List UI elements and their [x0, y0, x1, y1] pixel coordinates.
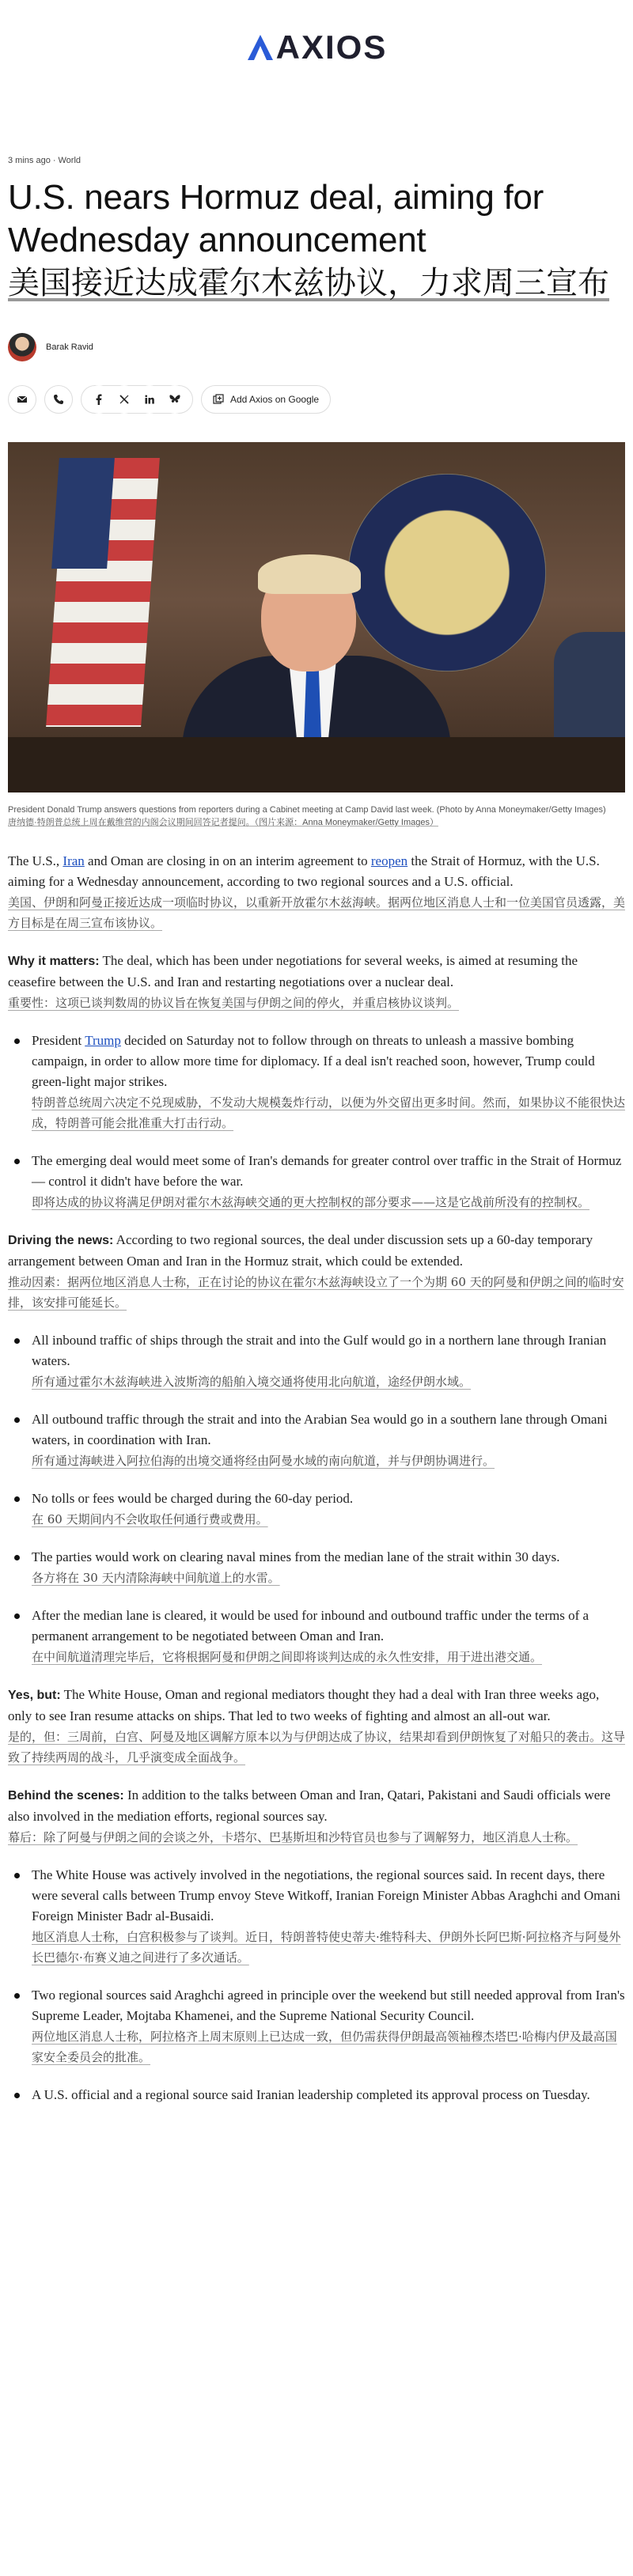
speaker-hair [258, 554, 361, 594]
x-icon [119, 395, 129, 404]
intro-paragraph [8, 851, 625, 933]
headline-translation: 美国接近达成霍尔木兹协议，力求周三宣布 [8, 265, 609, 301]
why-text: The deal, which has been under negotiations for several weeks, is aimed at resuming the ceasefire between the U.S. and Iran and restarting negotiations over a nuclear deal. [8, 953, 578, 989]
axios-logo[interactable] [246, 28, 388, 66]
x-share-button[interactable] [112, 385, 137, 414]
social-share-group [81, 385, 193, 414]
bullet-text: The parties would work on clearing naval mines from the median lane of the strait within 30 days. [32, 1549, 560, 1564]
driving-bullets [8, 1330, 625, 1667]
bluesky-share-button[interactable] [162, 385, 188, 414]
list-item [8, 1031, 625, 1133]
hero-image[interactable] [8, 442, 625, 792]
hero-figure [8, 442, 625, 829]
linkedin-icon [145, 395, 154, 404]
intro-text-start: The U.S., [8, 853, 63, 868]
bullet-text: No tolls or fees would be charged during the 60-day period. [32, 1491, 354, 1506]
list-item [8, 1151, 625, 1212]
driving-text: According to two regional sources, the deal under discussion sets up a 60-day temporary arrangement between Oman and Iran in the Hormuz strait, which could be extended. [8, 1232, 593, 1269]
list-item [8, 1547, 625, 1588]
intro-translation: 美国、伊朗和阿曼正接近达成一项临时协议，以重新开放霍尔木兹海峡。据两位地区消息人士和一位美国官员透露，美方目标是在周三宣布该协议。 [8, 895, 626, 930]
bullet-translation: 即将达成的协议将满足伊朗对霍尔木兹海峡交通的更大控制权的部分要求——这是它战前所没有的控制权。 [32, 1195, 590, 1209]
bullet-text: After the median lane is cleared, it would be used for inbound and outbound traffic under the terms of a permanent arrangement to be negotiated between Oman and Iran. [32, 1608, 589, 1644]
share-bar [8, 385, 625, 414]
list-item [8, 1606, 625, 1667]
bullet-translation: 在中间航道清理完毕后，它将根据阿曼和伊朗之间即将谈判达成的永久性安排，用于进出港交通。 [32, 1650, 543, 1664]
list-item [8, 2085, 625, 2105]
list-item [8, 1985, 625, 2067]
facebook-share-button[interactable] [86, 385, 112, 414]
site-header [0, 0, 633, 95]
yes-but-text: The White House, Oman and regional mediators thought they had a deal with Iran three weeks ago, only to see Iran resume attacks on ships. That led to two weeks of fighting and almost an all-out war. [8, 1687, 600, 1723]
google-add-icon [213, 394, 224, 405]
scenes-text: In addition to the talks between Oman and Iran, Qatari, Pakistani and Saudi officials were also involved in the mediation efforts, regional sources say. [8, 1787, 611, 1824]
yes-but-translation: 是的，但：三周前，白宫、阿曼及地区调解方原本以为与伊朗达成了协议，结果却看到伊朗恢复了对船只的袭击。这导致了持续两周的战斗，几乎演变成全面战争。 [8, 1730, 626, 1765]
article-meta [8, 156, 625, 165]
bullet-text: Two regional sources said Araghchi agreed in principle over the weekend but still needed approval from Iran's Supreme Leader, Mojtaba Khamenei, and the Supreme National Security Council. [32, 1988, 625, 2023]
bullet-text: The emerging deal would meet some of Iran's demands for greater control over traffic in the Strait of Hormuz — control it didn't have before the war. [32, 1153, 622, 1189]
photo-caption-translation: 唐纳德·特朗普总统上周在戴维营的内阁会议期间回答记者提问。（图片来源：Anna Moneymaker/Getty Images） [8, 818, 438, 827]
driving-lead: Driving the news: [8, 1234, 114, 1247]
meta-separator: · [52, 156, 56, 165]
bullet-text: All outbound traffic through the strait and into the Arabian Sea would go in a southern lane through Omani waters, in coordination with Iran. [32, 1412, 608, 1447]
driving-translation: 推动因素：据两位地区消息人士称，正在讨论的协议在霍尔木兹海峡设立了一个为期 60 天的阿曼和伊朗之间的临时安排，该安排可能延长。 [8, 1275, 624, 1310]
iran-link[interactable]: Iran [63, 853, 85, 868]
why-lead: Why it matters: [8, 955, 100, 968]
mail-icon [17, 394, 28, 405]
phone-share-button[interactable] [44, 385, 73, 414]
section-link[interactable]: World [58, 156, 81, 165]
phone-icon [53, 394, 64, 405]
behind-the-scenes [8, 1785, 625, 2105]
byline [8, 333, 625, 361]
us-flag-canton [51, 458, 115, 569]
add-axios-google-label: Add Axios on Google [230, 394, 320, 405]
scenes-bullets [8, 1865, 625, 2105]
yes-but [8, 1685, 625, 1768]
bullet-translation: 特朗普总统周六决定不兑现威胁，不发动大规模轰炸行动，以便为外交留出更多时间。然而，如果协议不能很快达成，特朗普可能会批准重大打击行动。 [32, 1095, 626, 1130]
bullet-text: The White House was actively involved in the negotiations, the regional sources said. In recent days, there were several calls between Trump envoy Steve Witkoff, Iranian Foreign Minister Abbas Araghchi and Omani Foreign Minister Badr al-Busaidi. [32, 1867, 621, 1923]
trump-link[interactable]: Trump [85, 1033, 121, 1048]
table-graphic [8, 737, 625, 792]
reopen-link[interactable]: reopen [370, 853, 408, 868]
photo-caption: President Donald Trump answers questions from reporters during a Cabinet meeting at Camp David last week. (Photo by Anna Moneymaker/Getty Images) [8, 805, 606, 815]
list-item [8, 1409, 625, 1471]
brand-name: AXIOS [275, 28, 388, 66]
bullet-translation: 各方将在 30 天内清除海峡中间航道上的水雷。 [32, 1571, 280, 1585]
bullet-translation: 地区消息人士称，白宫积极参与了谈判。近日，特朗普特使史蒂夫·维特科夫、伊朗外长阿巴斯·阿拉格齐与阿曼外长巴德尔·布赛义迪之间进行了多次通话。 [32, 1930, 621, 1965]
why-translation: 重要性：这项已谈判数周的协议旨在恢复美国与伊朗之间的停火，并重启核协议谈判。 [8, 996, 460, 1010]
email-share-button[interactable] [8, 385, 36, 414]
bluesky-icon [169, 395, 180, 404]
list-item [8, 1488, 625, 1530]
facebook-icon [94, 394, 104, 405]
bullet-translation: 两位地区消息人士称，阿拉格齐上周末原则上已达成一致，但仍需获得伊朗最高领袖穆杰塔巴·哈梅内伊及最高国家安全委员会的批准。 [32, 2029, 617, 2064]
article [0, 156, 633, 2105]
author-name[interactable]: Barak Ravid [46, 342, 93, 352]
bullet-text: All inbound traffic of ships through the strait and into the Gulf would go in a northern lane through Iranian waters. [32, 1333, 607, 1368]
bullet-text: decided on Saturday not to follow through on threats to unleash a massive bombing campaign, in order to allow more time for diplomacy. If a deal isn't reached soon, however, Trump could green-light major strikes. [32, 1033, 595, 1089]
why-it-matters [8, 951, 625, 1212]
intro-text-end: the Strait of Hormuz, with the U.S. aiming for a Wednesday announcement, according to two regional sources and a U.S. official. [8, 853, 600, 889]
bullet-text: A U.S. official and a regional source said Iranian leadership completed its approval process on Tuesday. [32, 2087, 590, 2102]
bullet-translation: 所有通过霍尔木兹海峡进入波斯湾的船舶入境交通将使用北向航道，途经伊朗水域。 [32, 1375, 472, 1389]
timestamp: 3 mins ago [8, 156, 51, 165]
add-axios-google-button[interactable] [201, 385, 331, 414]
author-avatar[interactable] [8, 333, 36, 361]
bullet-translation: 在 60 天期间内不会收取任何通行费或费用。 [32, 1512, 268, 1526]
scenes-translation: 幕后：除了阿曼与伊朗之间的会谈之外，卡塔尔、巴基斯坦和沙特官员也参与了调解努力，地区消息人士称。 [8, 1830, 578, 1844]
scenes-lead: Behind the scenes: [8, 1789, 124, 1802]
intro-text-middle: and Oman are closing in on an interim agreement to [84, 853, 371, 868]
list-item [8, 1865, 625, 1968]
driving-the-news [8, 1230, 625, 1667]
why-bullets [8, 1031, 625, 1212]
bullet-text: President [32, 1033, 85, 1048]
headline: U.S. nears Hormuz deal, aiming for Wednesday announcement [8, 178, 544, 259]
bullet-translation: 所有通过海峡进入阿拉伯海的出境交通将经由阿曼水域的南向航道，并与伊朗协调进行。 [32, 1454, 495, 1468]
axios-a-icon [246, 33, 275, 62]
linkedin-share-button[interactable] [137, 385, 162, 414]
yes-but-lead: Yes, but: [8, 1689, 61, 1702]
list-item [8, 1330, 625, 1392]
